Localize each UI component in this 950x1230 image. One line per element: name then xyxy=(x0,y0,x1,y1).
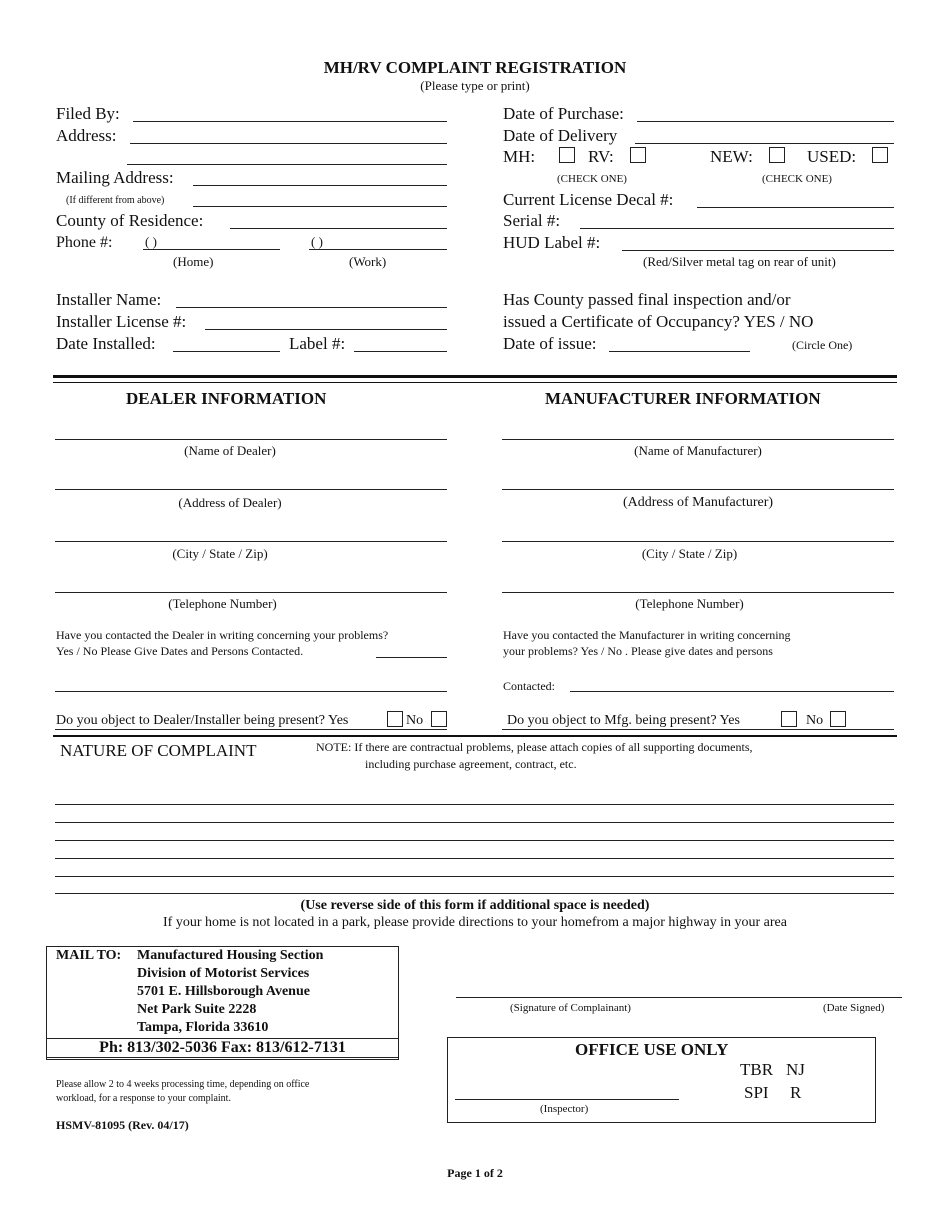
dealer-address-caption: (Address of Dealer) xyxy=(178,495,282,510)
rv-checkbox[interactable] xyxy=(630,147,646,163)
directions-note: If your home is not located in a park, please provide directions to your homefrom a major highway in your area xyxy=(163,915,787,930)
label-number-label: Label #: xyxy=(289,334,346,353)
section-divider-thick xyxy=(53,375,897,378)
dealer-name-caption: (Name of Dealer) xyxy=(184,443,276,458)
date-delivery-label: Date of Delivery xyxy=(503,126,618,145)
check-one-condition: (CHECK ONE) xyxy=(762,173,832,185)
date-purchase-label: Date of Purchase: xyxy=(503,104,624,123)
manufacturer-phone-field[interactable] xyxy=(502,592,894,593)
phone-label: Phone #: xyxy=(56,234,113,251)
phone-home-paren: ( ) xyxy=(145,234,157,249)
rv-label: RV: xyxy=(588,147,614,166)
office-nj: NJ xyxy=(786,1060,805,1079)
manufacturer-name-field[interactable] xyxy=(502,439,894,440)
complaint-line-2[interactable] xyxy=(55,822,894,823)
manufacturer-city-field[interactable] xyxy=(502,541,894,542)
complaint-line-3[interactable] xyxy=(55,840,894,841)
dealer-heading: DEALER INFORMATION xyxy=(126,389,327,408)
county-question-line2: issued a Certificate of Occupancy? YES / NO xyxy=(503,312,814,331)
mailing-address-field[interactable] xyxy=(193,185,447,186)
complaint-line-4[interactable] xyxy=(55,858,894,859)
mail-line-1: Manufactured Housing Section xyxy=(137,948,324,963)
office-r: R xyxy=(790,1083,802,1102)
county-label: County of Residence: xyxy=(56,211,204,230)
manufacturer-name-caption: (Name of Manufacturer) xyxy=(634,443,762,458)
signature-field[interactable] xyxy=(456,997,902,998)
installer-license-field[interactable] xyxy=(205,329,447,330)
check-one-type: (CHECK ONE) xyxy=(557,173,627,185)
work-label: (Work) xyxy=(349,254,387,269)
complaint-line-6[interactable] xyxy=(55,893,894,894)
phone-home-field[interactable] xyxy=(143,249,280,250)
circle-one-note: (Circle One) xyxy=(792,338,853,352)
address-label: Address: xyxy=(56,126,117,145)
address-field[interactable] xyxy=(130,143,447,144)
inspector-field[interactable] xyxy=(455,1099,679,1100)
manufacturer-address-caption: (Address of Manufacturer) xyxy=(622,495,774,510)
mh-checkbox[interactable] xyxy=(559,147,575,163)
used-label: USED: xyxy=(807,147,857,166)
processing-note-line1: Please allow 2 to 4 weeks processing time, depending on office xyxy=(56,1079,310,1090)
filed-by-field[interactable] xyxy=(133,121,447,122)
mail-line-3: 5701 E. Hillsborough Avenue xyxy=(137,984,310,999)
dealer-object-yes-checkbox[interactable] xyxy=(387,711,403,727)
phone-work-paren: ( ) xyxy=(311,234,323,249)
if-different-note: (If different from above) xyxy=(66,195,165,206)
section-divider-thin xyxy=(53,382,897,383)
dealer-contact-field-2[interactable] xyxy=(55,691,447,692)
mailing-address-label: Mailing Address: xyxy=(56,168,174,187)
dealer-contact-dates: Yes / No Please Give Dates and Persons Contacted. xyxy=(56,644,304,658)
date-signed-caption: (Date Signed) xyxy=(823,1002,885,1014)
dealer-address-field[interactable] xyxy=(55,489,447,490)
label-number-field[interactable] xyxy=(354,351,447,352)
address-field-2[interactable] xyxy=(127,164,447,165)
home-label: (Home) xyxy=(173,254,214,269)
manufacturer-contact-dates: your problems? Yes / No . Please give dates and persons xyxy=(503,644,773,658)
used-checkbox[interactable] xyxy=(872,147,888,163)
dealer-phone-field[interactable] xyxy=(55,592,447,593)
dealer-object-no-checkbox[interactable] xyxy=(431,711,447,727)
dealer-contact-field[interactable] xyxy=(376,657,447,658)
complaint-line-1[interactable] xyxy=(55,804,894,805)
manufacturer-object-no-checkbox[interactable] xyxy=(830,711,846,727)
manufacturer-object-yes-checkbox[interactable] xyxy=(781,711,797,727)
office-spi: SPI xyxy=(744,1083,769,1102)
manufacturer-address-field[interactable] xyxy=(502,489,894,490)
installer-name-label: Installer Name: xyxy=(56,290,162,309)
manufacturer-contacted-label: Contacted: xyxy=(503,679,555,693)
page-number: Page 1 of 2 xyxy=(447,1166,503,1180)
dealer-contact-question: Have you contacted the Dealer in writing concerning your problems? xyxy=(56,628,389,642)
office-use-title: OFFICE USE ONLY xyxy=(575,1040,729,1059)
date-installed-field[interactable] xyxy=(173,351,280,352)
dealer-name-field[interactable] xyxy=(55,439,447,440)
complaint-divider xyxy=(53,735,897,737)
signature-caption: (Signature of Complainant) xyxy=(510,1002,631,1014)
manufacturer-city-caption: (City / State / Zip) xyxy=(641,546,738,561)
new-checkbox[interactable] xyxy=(769,147,785,163)
manufacturer-phone-caption: (Telephone Number) xyxy=(635,596,744,611)
reverse-side-note: (Use reverse side of this form if additional space is needed) xyxy=(300,898,650,913)
dealer-object-question: Do you object to Dealer/Installer being present? Yes xyxy=(56,713,349,728)
date-delivery-field[interactable] xyxy=(635,143,894,144)
county-question-line1: Has County passed final inspection and/or xyxy=(503,290,791,309)
mail-line-5: Tampa, Florida 33610 xyxy=(137,1020,269,1035)
hud-label-label: HUD Label #: xyxy=(503,233,601,252)
date-issue-label: Date of issue: xyxy=(503,334,597,353)
inspector-caption: (Inspector) xyxy=(540,1103,589,1115)
manufacturer-object-underline xyxy=(502,729,894,730)
serial-label: Serial #: xyxy=(503,211,561,230)
office-tbr: TBR xyxy=(740,1060,774,1079)
phone-fax-text: Ph: 813/302-5036 Fax: 813/612-7131 xyxy=(99,1039,346,1056)
installer-license-label: Installer License #: xyxy=(56,312,187,331)
mail-line-4: Net Park Suite 2228 xyxy=(137,1002,257,1017)
processing-note-line2: workload, for a response to your complaint. xyxy=(56,1093,231,1104)
dealer-object-no-label: No xyxy=(406,713,424,728)
complaint-line-5[interactable] xyxy=(55,876,894,877)
date-issue-field[interactable] xyxy=(609,351,750,352)
complaint-note-line2: including purchase agreement, contract, etc. xyxy=(365,757,577,771)
phone-work-field[interactable] xyxy=(309,249,447,250)
form-number: HSMV-81095 (Rev. 04/17) xyxy=(56,1118,189,1132)
dealer-phone-caption: (Telephone Number) xyxy=(168,596,277,611)
complaint-heading: NATURE OF COMPLAINT xyxy=(60,741,257,760)
county-field[interactable] xyxy=(230,228,447,229)
dealer-object-underline xyxy=(55,729,447,730)
date-installed-label: Date Installed: xyxy=(56,334,156,353)
date-purchase-field[interactable] xyxy=(637,121,894,122)
license-decal-label: Current License Decal #: xyxy=(503,190,674,209)
manufacturer-contacted-field[interactable] xyxy=(570,691,894,692)
serial-field[interactable] xyxy=(580,228,894,229)
filed-by-label: Filed By: xyxy=(56,104,120,123)
mail-line-2: Division of Motorist Services xyxy=(137,966,310,981)
manufacturer-heading: MANUFACTURER INFORMATION xyxy=(545,389,821,408)
form-subtitle: (Please type or print) xyxy=(420,78,530,93)
complaint-note-line1: NOTE: If there are contractual problems, please attach copies of all supporting documents, xyxy=(316,740,753,754)
mailing-address-field-2[interactable] xyxy=(193,206,447,207)
new-label: NEW: xyxy=(710,147,753,166)
dealer-city-caption: (City / State / Zip) xyxy=(172,546,268,561)
dealer-city-field[interactable] xyxy=(55,541,447,542)
hud-note: (Red/Silver metal tag on rear of unit) xyxy=(643,254,836,269)
mail-to-label: MAIL TO: xyxy=(56,948,122,963)
mh-label: MH: xyxy=(503,147,536,166)
manufacturer-object-question: Do you object to Mfg. being present? Yes xyxy=(507,713,740,728)
license-decal-field[interactable] xyxy=(697,207,894,208)
hud-label-field[interactable] xyxy=(622,250,894,251)
installer-name-field[interactable] xyxy=(176,307,447,308)
form-title: MH/RV COMPLAINT REGISTRATION xyxy=(323,58,627,77)
manufacturer-contact-question: Have you contacted the Manufacturer in writing concerning xyxy=(503,628,791,642)
manufacturer-object-no-label: No xyxy=(806,713,824,728)
